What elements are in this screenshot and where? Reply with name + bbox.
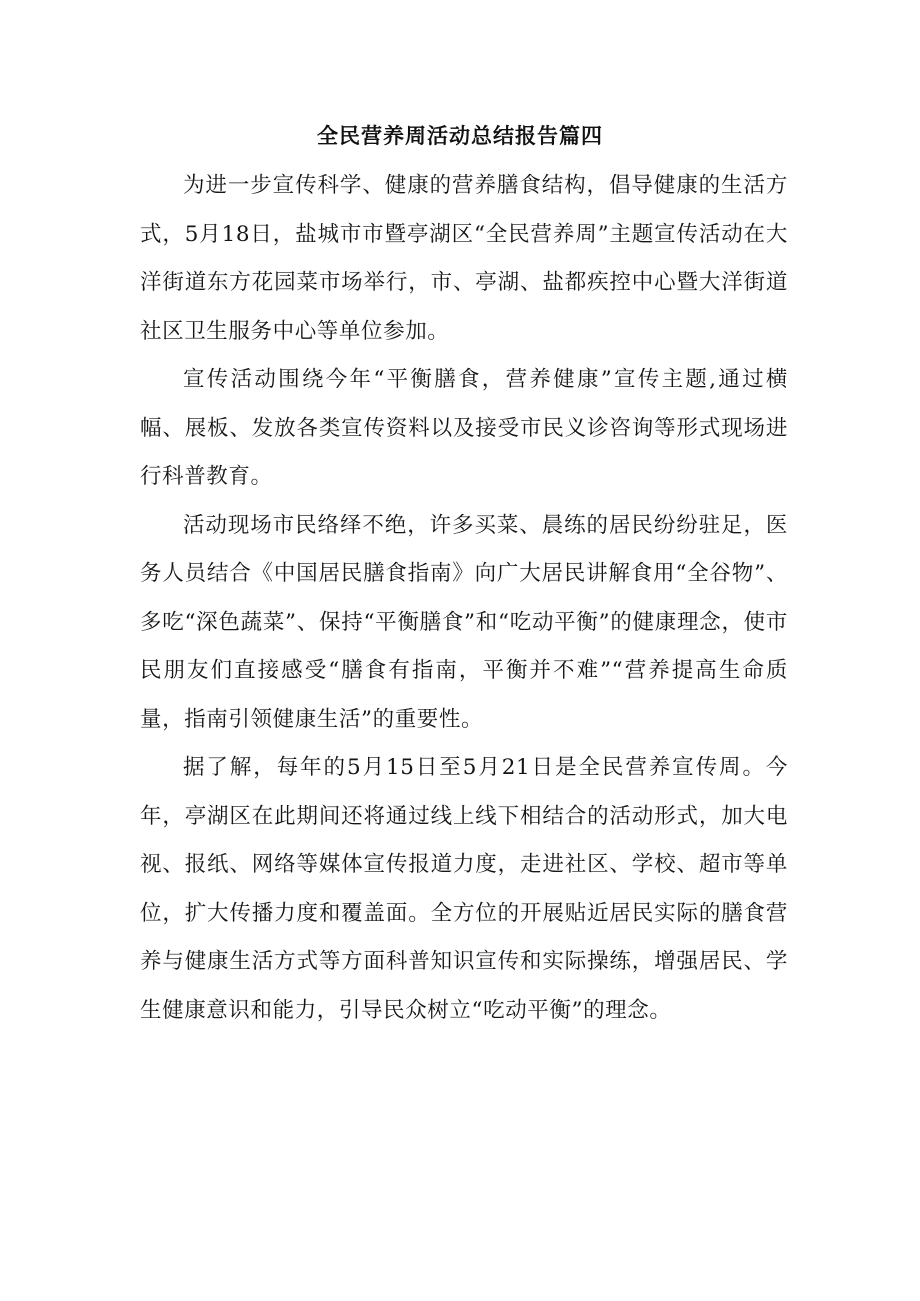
- document-body: [140, 162, 788, 1035]
- document-title: 全民营养周活动总结报告篇四: [317, 124, 603, 148]
- paragraph-2: 宣传活动围绕今年“平衡膳食，营养健康”宣传主题,通过横幅、展板、发放各类宣传资料以及接受市民义诊咨询等形式现场进行科普教育。: [140, 367, 788, 489]
- paragraph-1: 为进一步宣传科学、健康的营养膳食结构，倡导健康的生活方式，5月18日，盐城市市暨亭湖区“全民营养周”主题宣传活动在大洋街道东方花园菜市场举行，市、亭湖、盐都疾控中心暨大洋街道社区卫生服务中心等单位参加。: [140, 173, 788, 344]
- paragraph-3: 活动现场市民络绎不绝，许多买菜、晨练的居民纷纷驻足，医务人员结合《中国居民膳食指南》向广大居民讲解食用“全谷物”、多吃“深色蔬菜”、保持“平衡膳食”和“吃动平衡”的健康理念，使市民朋友们直接感受“膳食有指南，平衡并不难”“营养提高生命质量，指南引领健康生活”的重要性。: [140, 512, 788, 732]
- paragraph-4: 据了解，每年的5月15日至5月21日是全民营养宣传周。今年，亭湖区在此期间还将通过线上线下相结合的活动形式，加大电视、报纸、网络等媒体宣传报道力度，走进社区、学校、超市等单位，扩大传播力度和覆盖面。全方位的开展贴近居民实际的膳食营养与健康生活方式等方面科普知识宣传和实际操练，增强居民、学生健康意识和能力，引导民众树立“吃动平衡”的理念。: [140, 755, 788, 1023]
